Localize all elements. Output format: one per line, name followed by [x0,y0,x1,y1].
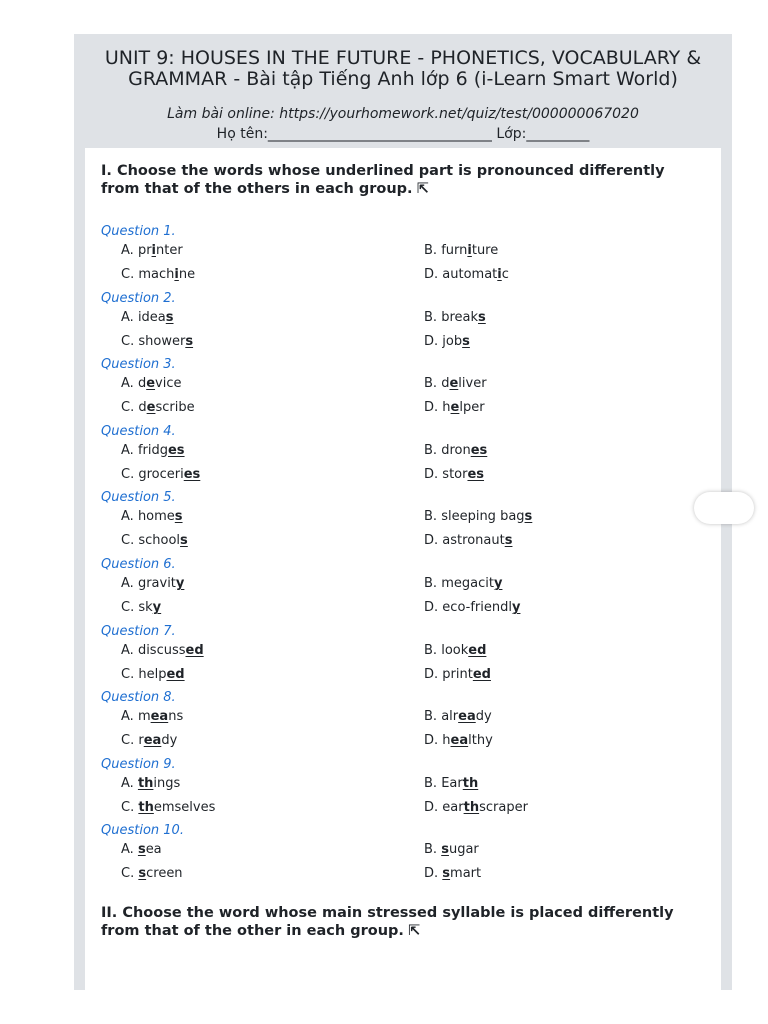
option-word-start: eco-friendl [442,600,512,615]
option-word-start: shower [138,333,186,349]
option-word-start: discuss [137,642,186,658]
underlined-part: ea [150,709,169,725]
option-word-start: h [442,733,451,749]
question-label: Question 8. [101,690,176,706]
underlined-part: ed [166,666,185,682]
answer-option[interactable] [424,243,498,258]
underlined-part: s [165,309,174,325]
underlined-part: es [470,442,488,458]
underlined-part: i [151,243,157,258]
option-word-end: c [501,267,509,282]
question-label: Question 9. [101,756,176,772]
side-scroll-tab[interactable] [694,492,754,524]
option-word-start: help [138,666,167,682]
option-letter: B. [424,576,438,591]
option-letter: C. [121,733,135,749]
worksheet-header [74,34,732,144]
underlined-part: s [524,509,533,525]
collapse-arrow-icon[interactable]: ⇱ [416,181,429,197]
option-word-end: dy [161,733,178,749]
underlined-part: es [167,442,185,458]
answer-option[interactable] [121,400,195,415]
option-letter: D. [424,533,439,549]
option-word-start: alr [441,709,459,725]
answer-option[interactable] [424,576,502,591]
underlined-part: i [467,243,472,258]
underlined-part: th [137,775,154,791]
underlined-part: th [463,799,480,815]
option-letter: A. [121,709,134,725]
option-word-start: print [442,666,473,682]
underlined-part: s [138,866,147,882]
underlined-part: e [146,376,156,392]
question-label: Question 7. [101,623,176,639]
option-word-start: mach [138,267,175,282]
option-letter: B. [424,842,438,858]
option-word-start: megacit [441,576,494,591]
worksheet-page [74,34,732,990]
underlined-part: s [478,309,486,325]
underlined-part: s [504,533,513,549]
option-letter: B. [424,775,438,791]
answer-option[interactable] [424,842,479,857]
online-label: Làm bài online: [167,106,275,122]
answer-option[interactable] [121,866,183,881]
option-word-end: ea [145,842,162,858]
option-word-end: nter [156,243,183,258]
option-word-start: sk [138,600,153,615]
option-word-start: astronaut [442,533,505,549]
option-word-start: dron [441,442,471,458]
option-word-end: dy [475,709,492,725]
option-letter: C. [121,799,135,815]
option-word-start: pr [137,243,152,258]
option-word-end: ne [178,267,196,282]
answer-option[interactable] [121,709,183,724]
answer-option[interactable] [424,533,512,548]
option-letter: C. [121,666,135,682]
option-letter: A. [121,576,134,591]
option-letter: A. [121,642,134,658]
option-letter: D. [424,666,439,682]
option-word-end: lthy [468,733,493,749]
name-class-line: Họ tên:________________________________ Lớp:_________ [216,126,590,142]
answer-option[interactable] [424,400,485,415]
option-letter: D. [424,799,439,815]
underlined-part: e [450,400,460,416]
option-word-end: liver [458,376,487,392]
answer-option[interactable] [121,733,177,748]
option-letter: B. [424,243,438,258]
underlined-part: i [174,267,179,282]
option-letter: A. [121,842,134,858]
underlined-part: th [462,775,479,791]
question-label: Question 4. [101,423,176,439]
online-url-link[interactable]: https://yourhomework.net/quiz/test/000000067020 [279,106,639,122]
underlined-part: es [183,466,201,482]
option-word-start: school [138,533,181,549]
option-letter: C. [121,267,135,282]
option-word-start: d [138,400,147,416]
answer-option[interactable] [424,643,486,658]
option-word-end: creen [146,866,183,882]
answer-option[interactable] [424,733,493,748]
question-label: Question 3. [101,357,176,373]
answer-option[interactable] [121,376,181,391]
option-letter: B. [424,376,438,392]
option-word-end: ns [168,709,184,725]
section-2-title [101,904,705,940]
answer-option[interactable] [121,667,185,682]
answer-option[interactable] [424,509,532,524]
option-word-end: emselves [153,799,216,815]
option-word-start: d [441,376,450,392]
underlined-part: s [185,333,194,349]
option-letter: A. [121,243,134,258]
underlined-part: y [175,576,185,591]
option-letter: D. [424,866,439,882]
collapse-arrow-icon[interactable]: ⇱ [407,923,421,939]
option-word-start: job [442,333,463,349]
option-letter: C. [121,333,135,349]
option-word-end: ugar [448,842,479,858]
option-letter: A. [121,442,134,458]
underlined-part: ea [458,709,476,725]
option-word-start: ear [442,799,464,815]
answer-option[interactable] [121,267,195,282]
section-1-title-text: I. Choose the words whose underlined part is pronounced differently from that of the others in each group. [101,163,665,197]
answer-option[interactable] [121,533,188,548]
underlined-part: ea [450,733,469,749]
underlined-part: y [152,600,162,615]
option-word-end: lper [459,400,485,416]
answer-option[interactable] [424,709,492,724]
option-word-start: d [137,376,147,392]
answer-option[interactable] [424,866,481,881]
section-1-title [101,162,705,198]
section-2-title-text: II. Choose the word whose main stressed syllable is placed differently from that of the other in each group. [101,905,674,939]
answer-option[interactable] [121,842,162,857]
option-letter: C. [121,866,135,882]
option-word-start: m [137,709,151,725]
answer-option[interactable] [424,310,486,325]
option-word-start: sleeping bag [441,509,525,525]
option-letter: C. [121,533,135,549]
answer-option[interactable] [121,643,204,658]
answer-option[interactable] [424,443,487,458]
underlined-part: ed [472,666,491,682]
underlined-part: ed [468,642,487,658]
option-letter: A. [121,509,134,525]
option-word-end: scribe [155,400,195,416]
option-letter: A. [121,775,134,791]
worksheet-content [85,148,721,990]
answer-option[interactable] [424,334,470,349]
option-word-end: vice [155,376,182,392]
underlined-part: ed [185,642,204,658]
answer-option[interactable] [121,467,200,482]
option-letter: B. [424,642,438,658]
underlined-part: y [511,600,521,615]
option-word-start: r [138,733,144,749]
option-word-start: stor [442,466,468,482]
option-word-start: fridg [137,442,168,458]
answer-option[interactable] [121,576,184,591]
answer-option[interactable] [424,667,491,682]
underlined-part: s [180,533,188,549]
option-letter: D. [424,400,439,416]
underlined-part: s [137,842,146,858]
underlined-part: y [493,576,503,591]
answer-option[interactable] [121,776,180,791]
underlined-part: ea [143,733,162,749]
answer-option[interactable] [121,334,193,349]
option-letter: B. [424,709,438,725]
option-word-end: ings [153,775,181,791]
option-word-end: mart [450,866,482,882]
question-label: Question 10. [101,823,184,839]
option-word-start: look [441,642,469,658]
underlined-part: s [174,509,183,525]
underlined-part: e [146,400,156,416]
page-title: UNIT 9: HOUSES IN THE FUTURE - PHONETICS, VOCABULARY & GRAMMAR - Bài tập Tiếng Anh lớp 6 (i-Learn Smart World) [104,47,702,90]
question-label: Question 5. [101,490,176,506]
underlined-part: e [449,376,459,392]
underlined-part: i [497,267,502,282]
option-word-start: break [441,309,479,325]
answer-option[interactable] [424,600,520,615]
option-letter: B. [424,309,438,325]
option-letter: D. [424,333,439,349]
online-link-line [74,104,732,124]
underlined-part: s [462,333,470,349]
answer-option[interactable] [424,376,487,391]
option-word-start: furn [441,243,468,258]
answer-option[interactable] [424,267,509,282]
option-letter: C. [121,400,135,416]
option-word-start: gravit [137,576,176,591]
underlined-part: th [138,799,154,815]
option-letter: C. [121,466,135,482]
answer-option[interactable] [121,243,183,258]
option-word-start: idea [137,309,166,325]
question-label: Question 6. [101,557,176,572]
option-word-start: groceri [138,466,184,482]
option-letter: B. [424,509,438,525]
underlined-part: s [441,842,449,858]
option-letter: D. [424,600,439,615]
underlined-part: es [467,466,485,482]
option-word-start: automat [442,267,498,282]
option-letter: D. [424,733,439,749]
question-label: Question 2. [101,290,176,306]
option-letter: A. [121,376,134,392]
underlined-part: s [442,866,451,882]
answer-option[interactable] [121,443,185,458]
answer-option[interactable] [424,776,478,791]
answer-option[interactable] [121,600,161,615]
answer-option[interactable] [424,800,528,815]
option-word-start: Ear [441,775,463,791]
option-letter: D. [424,267,439,282]
option-letter: A. [121,309,134,325]
option-letter: D. [424,466,439,482]
option-letter: B. [424,442,438,458]
option-letter: C. [121,600,135,615]
answer-option[interactable] [121,800,215,815]
answer-option[interactable] [424,467,484,482]
option-word-start: h [442,400,451,416]
option-word-start: home [137,509,175,525]
question-label: Question 1. [101,224,176,239]
option-word-end: scraper [479,799,528,815]
answer-option[interactable] [121,509,183,524]
answer-option[interactable] [121,310,174,325]
option-word-end: ture [471,243,499,258]
